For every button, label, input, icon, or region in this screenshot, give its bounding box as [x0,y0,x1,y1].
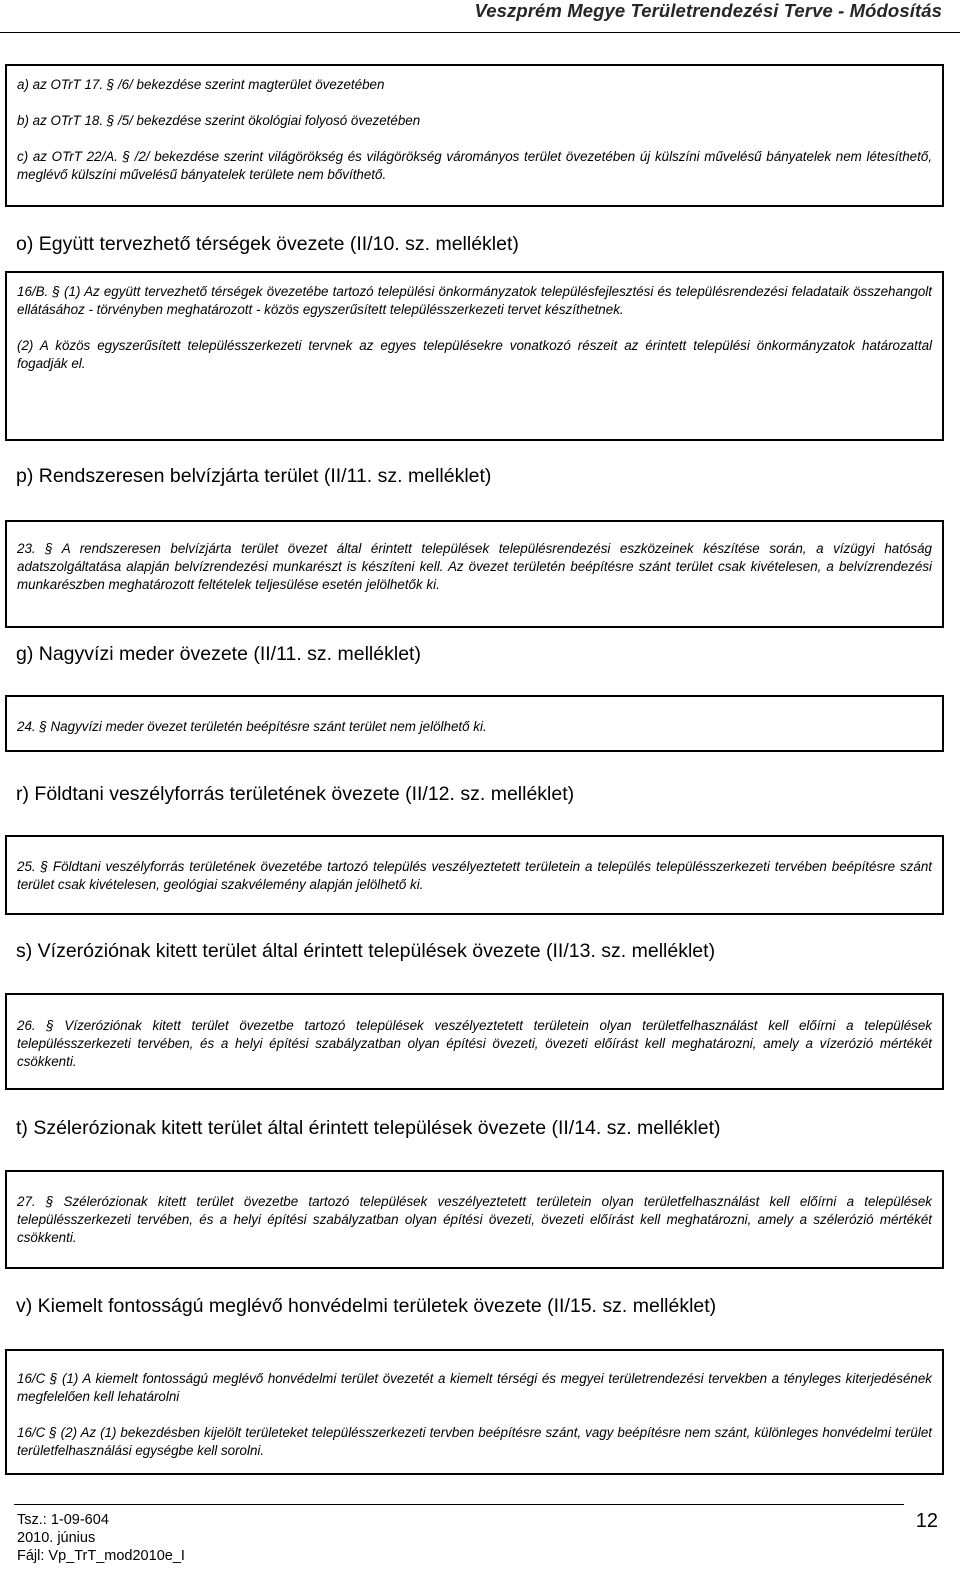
section-box-g [5,695,944,752]
section-heading-t: t) Szélerózionak kitett terület által érintett települések övezete (II/14. sz. melléklet) [16,1117,721,1139]
section-paragraph: 16/B. § (1) Az együtt tervezhető térségek övezetébe tartozó települési önkormányzatok településfejlesztési és településrendezési feladataik összehangolt ellátásához - törvényben meghatározott - közös egyszerűsített településszerkezeti tervet készíthetnek. [17,284,932,317]
section-box-p [5,520,944,628]
section-box-s [5,993,944,1090]
section-heading-v: v) Kiemelt fontosságú meglévő honvédelmi területek övezete (II/15. sz. melléklet) [16,1295,717,1317]
footer-line: Tsz.: 1-09-604 [17,1512,109,1528]
section-paragraph: 27. § Szélerózionak kitett terület övezetbe tartozó települések veszélyeztetett területein olyan területfelhasználást kell előírni a települések településszerkezeti tervében, és a helyi építési szabályzatban olyan építési övezeti, övezeti előírást kell meghatározni, amely a szélerózió mértékét csökkenti. [17,1194,932,1245]
section-heading-p: p) Rendszeresen belvízjárta terület (II/11. sz. melléklet) [16,465,492,487]
section-heading-s: s) Vízeróziónak kitett terület által érintett települések övezete (II/13. sz. melléklet) [16,940,716,962]
section-box-r [5,835,944,915]
section-box-o [5,271,944,441]
document-header-title: Veszprém Megye Területrendezési Terve - Módosítás [474,0,942,21]
section-heading-o: o) Együtt tervezhető térségek övezete (II/10. sz. melléklet) [16,233,519,255]
footer-divider [14,1504,904,1505]
footer-line: 2010. június [17,1530,96,1546]
section-box-t [5,1170,944,1269]
provision-item-c: c) az OTrT 22/A. § /2/ bekezdése szerint világörökség és világörökség várományos terület övezetében új külszíni művelésű bányatelek nem létesíthető, meglévő külszíni művelésű bányatelek területe nem bővíthető. [17,149,932,182]
section-heading-g: g) Nagyvízi meder övezete (II/11. sz. melléklet) [16,643,421,665]
provision-item-a: a) az OTrT 17. § /6/ bekezdése szerint magterület övezetében [17,77,385,92]
intro-provisions-box [5,64,944,207]
section-paragraph: 16/C § (2) Az (1) bekezdésben kijelölt területeket településszerkezeti tervben beépítésre szánt, vagy beépítésre nem szánt, különleges honvédelmi terület területfelhasználási egységbe kell sorolni. [17,1425,932,1458]
section-box-v [5,1349,944,1475]
footer-document-info [17,1511,185,1565]
page-number: 12 [915,1510,938,1532]
section-paragraph: 24. § Nagyvízi meder övezet területén beépítésre szánt terület nem jelölhető ki. [17,719,487,734]
section-paragraph: 16/C § (1) A kiemelt fontosságú meglévő honvédelmi terület övezetét a kiemelt térségi és megyei területrendezési tervekben a tényleges kiterjedésének megfelelően kell lehatárolni [17,1371,932,1404]
section-paragraph: 23. § A rendszeresen belvízjárta terület övezet által érintett települések településrendezési eszközeinek készítése során, a vízügyi hatóság adatszolgáltatása alapján belvízrendezési munkarészt is készíteni kell. Az övezet területén beépítésre szánt terület csak kivételesen, a belvízrendezési munkarészben meghatározott feltételek teljesülése esetén jelölhetők ki. [17,541,932,592]
section-heading-r: r) Földtani veszélyforrás területének övezete (II/12. sz. melléklet) [16,783,575,805]
section-paragraph: (2) A közös egyszerűsített településszerkezeti tervnek az egyes településekre vonatkozó részeit az érintett települési önkormányzatok határozattal fogadják el. [17,338,932,371]
header-divider [0,32,960,33]
section-paragraph: 26. § Vízeróziónak kitett terület övezetbe tartozó települések veszélyeztetett területein olyan területfelhasználást kell előírni a települések településszerkezeti tervében, és a helyi építési szabályzatban olyan építési övezeti, övezeti előírást kell meghatározni, amely a vízerózió mértékét csökkenti. [17,1018,932,1069]
footer-line: Fájl: Vp_TrT_mod2010e_I [17,1548,185,1564]
section-paragraph: 25. § Földtani veszélyforrás területének övezetébe tartozó település veszélyeztetett területein a település településszerkezeti tervében beépítésre szánt terület csak kivételesen, geológiai szakvélemény alapján jelölhető ki. [17,859,932,892]
provision-item-b: b) az OTrT 18. § /5/ bekezdése szerint ökológiai folyosó övezetében [17,113,421,128]
